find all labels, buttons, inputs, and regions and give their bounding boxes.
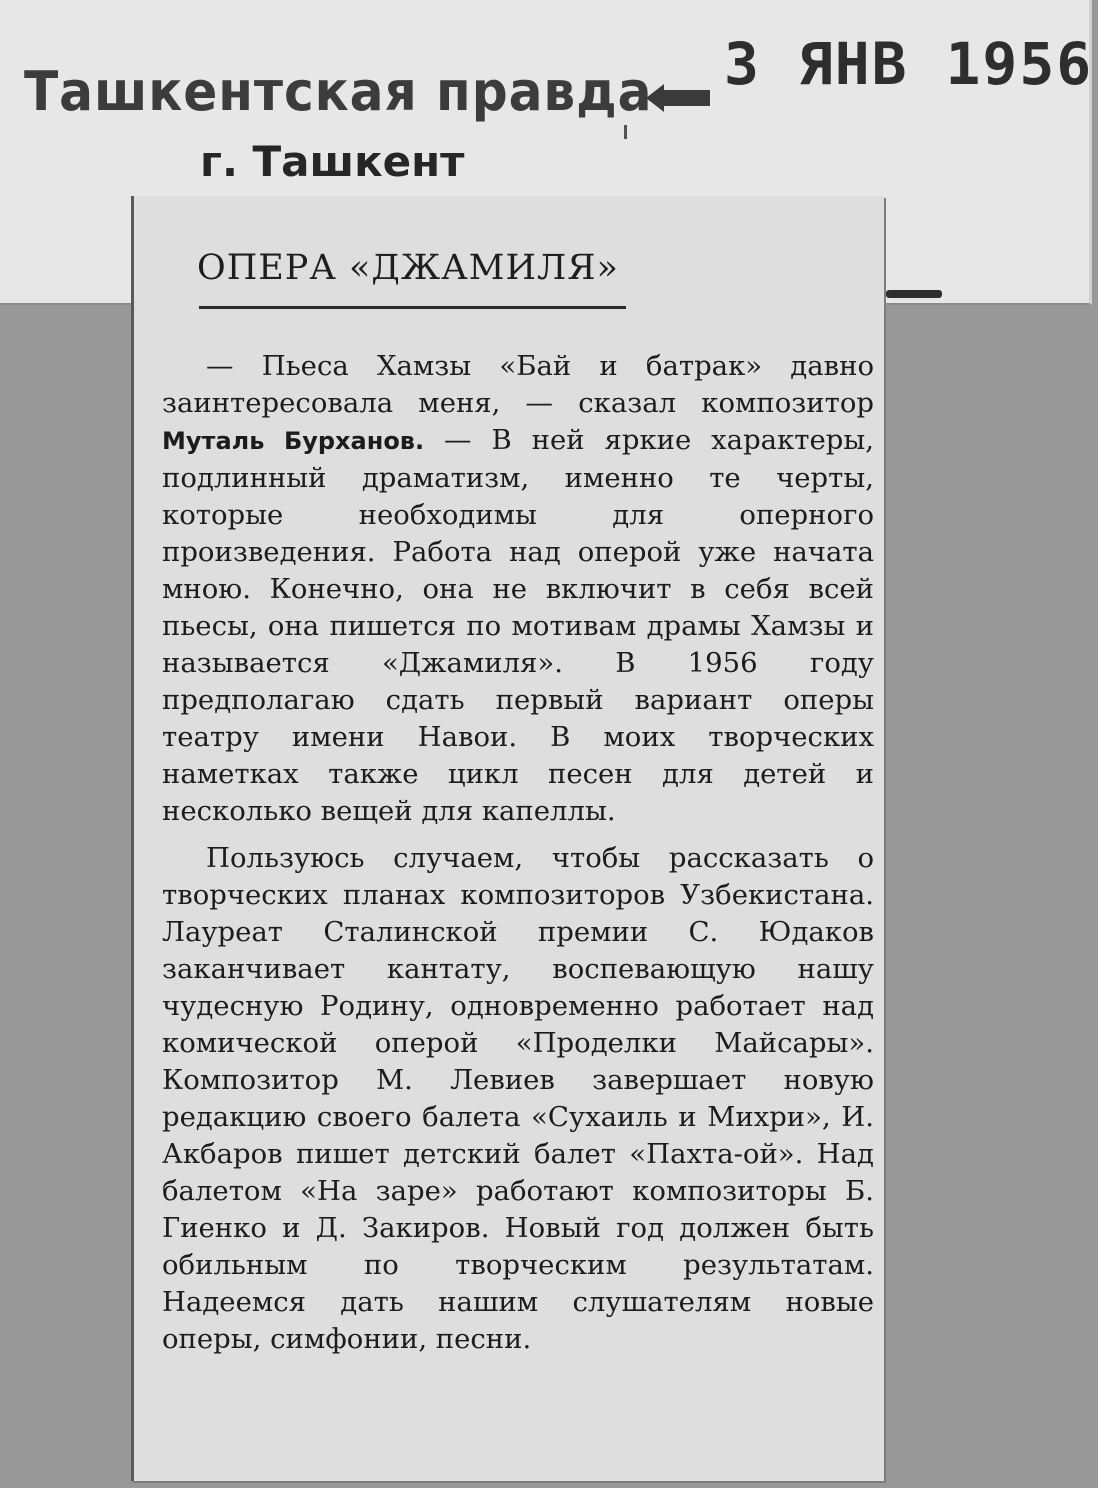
stamp-tick-mark xyxy=(624,125,627,139)
stamp-city: г. Ташкент xyxy=(200,137,465,186)
stamp-arrow-icon xyxy=(646,88,708,108)
stamp-newspaper-name: Ташкентская правда xyxy=(24,60,653,123)
paragraph-1-rest: — В ней яркие характеры, подлинный драматизм, именно те черты, которые необходимы для оперного произведения. Работа над оперой уже начата мною. Конечно, она не включит в себя всей пьесы, она пишется по мотивам драмы Хамзы и называется «Джамиля». В 1956 году предполагаю сдать первый вариант оперы театру имени Навои. В моих творческих наметках также цикл песен для детей и несколько вещей для капеллы. xyxy=(162,424,874,827)
title-underline xyxy=(199,306,626,309)
composer-name: Муталь Бурханов. xyxy=(162,427,425,455)
article-paragraph-2: Пользуюсь случаем, чтобы рассказать о творческих планах композиторов Узбекистана. Лауреат Сталинской премии С. Юдаков заканчивает кантату, воспевающую нашу чудесную Родину, одновременно работает над комической оперой «Проделки Майсары». Композитор М. Левиев завершает новую редакцию своего балета «Сухаиль и Михри», И. Акбаров пишет детский балет «Пахта-ой». Над балетом «На заре» работают композиторы Б. Гиенко и Д. Закиров. Новый год должен быть обильным по творческим результатам. Надеемся дать нашим слушателям новые оперы, симфонии, песни. xyxy=(162,842,874,1355)
article-paragraph-1 xyxy=(162,348,874,830)
paragraph-1-lead: — Пьеса Хамзы «Бай и батрак» давно заинтересовала меня, — сказал композитор xyxy=(162,350,874,419)
article-body xyxy=(162,348,874,1358)
article-title: ОПЕРА «ДЖАМИЛЯ» xyxy=(197,248,619,288)
ink-mark xyxy=(886,290,942,298)
newspaper-clipping xyxy=(131,196,884,1481)
stamp-date: 3 ЯНВ 1956 xyxy=(724,30,1094,98)
